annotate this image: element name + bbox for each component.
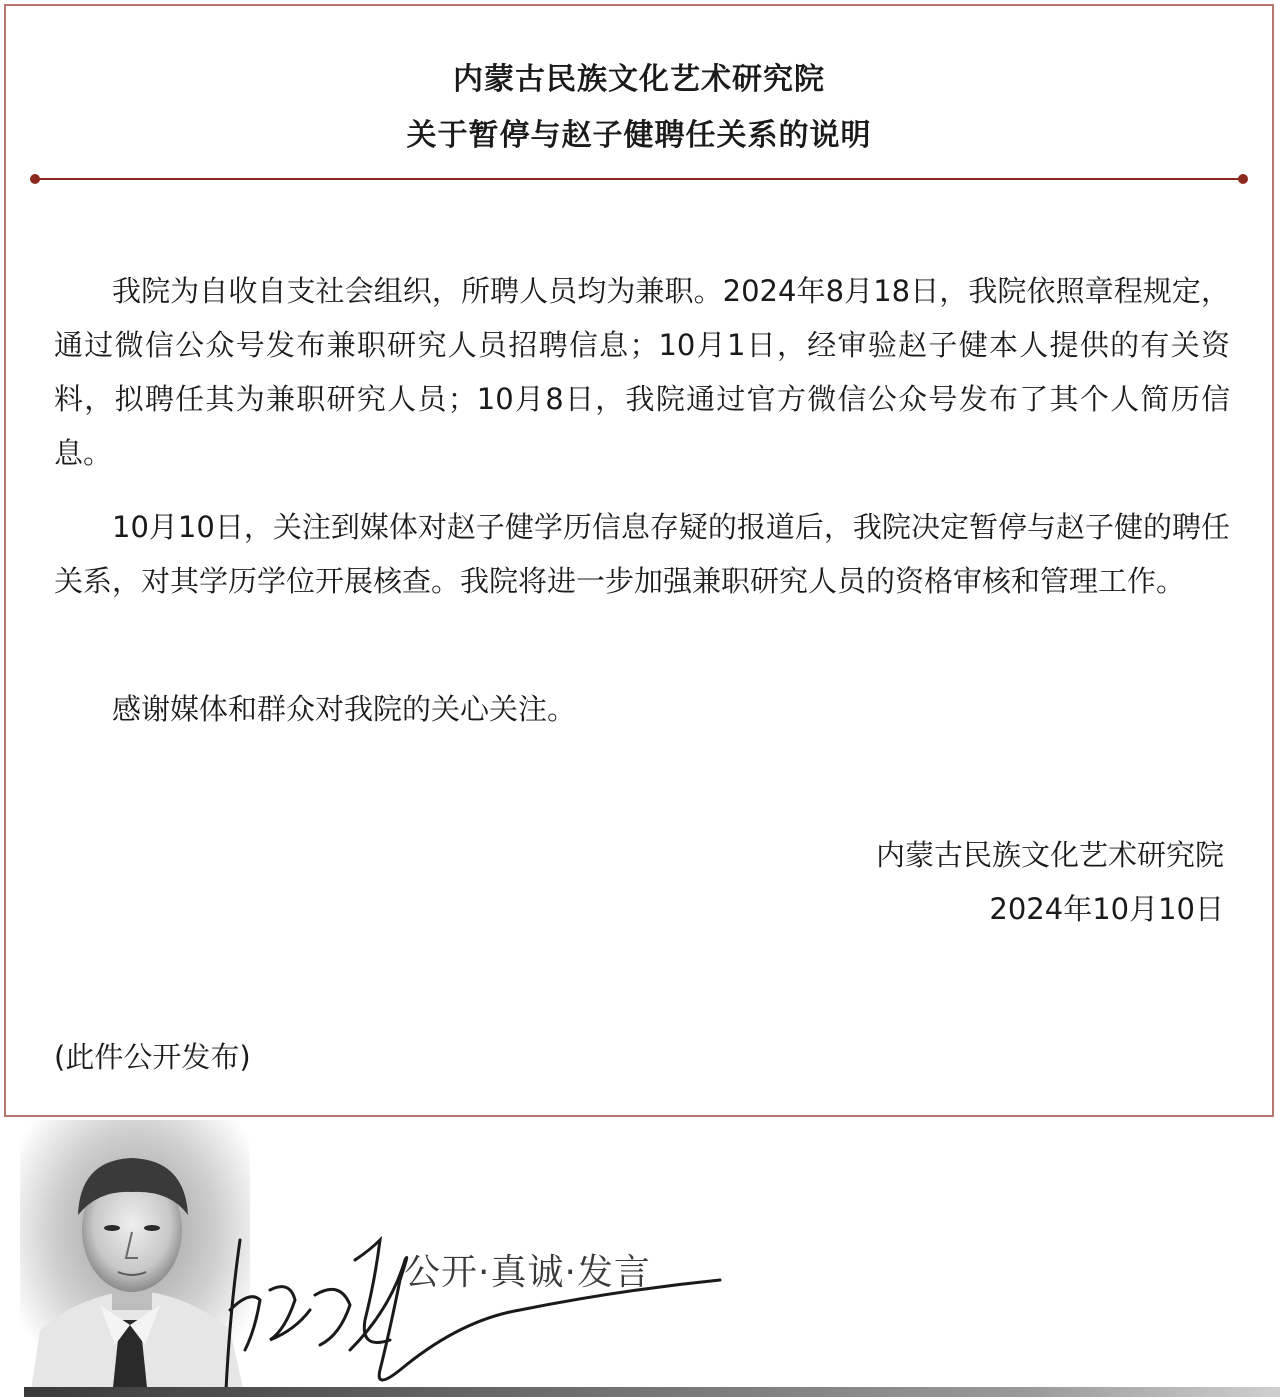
title-divider xyxy=(34,178,1244,180)
notice-subtitle: 关于暂停与赵子健聘任关系的说明 xyxy=(406,118,872,153)
notice-document xyxy=(4,4,1274,1117)
public-release-note: (此件公开发布) xyxy=(54,1040,251,1074)
notice-title: 内蒙古民族文化艺术研究院 xyxy=(453,62,825,97)
body-paragraph-3: 感谢媒体和群众对我院的关心关注。 xyxy=(112,692,577,726)
signature-date: 2024年10月10日 xyxy=(989,892,1224,926)
body-paragraph-1: 我院为自收自支社会组织，所聘人员均为兼职。2024年8月18日，我院依照章程规定，通过微信公众号发布兼职研究人员招聘信息；10月1日，经审验赵子健本人提供的有关资料，拟聘任其为兼职研究人员；10月8日，我院通过官方微信公众号发布了其个人简历信息。 xyxy=(54,274,1230,470)
signature-organization: 内蒙古民族文化艺术研究院 xyxy=(875,838,1224,872)
divider-dot-left-icon xyxy=(30,174,40,184)
body-paragraph-2: 10月10日，关注到媒体对赵子健学历信息存疑的报道后，我院决定暂停与赵子健的聘任关系，对其学历学位开展核查。我院将进一步加强兼职研究人员的资格审核和管理工作。 xyxy=(54,510,1230,598)
divider-dot-right-icon xyxy=(1238,174,1248,184)
banner-bottom-bar xyxy=(24,1387,1280,1397)
banner-slogan: 公开·真诚·发言 xyxy=(404,1252,651,1293)
footer-banner xyxy=(0,1120,1280,1397)
